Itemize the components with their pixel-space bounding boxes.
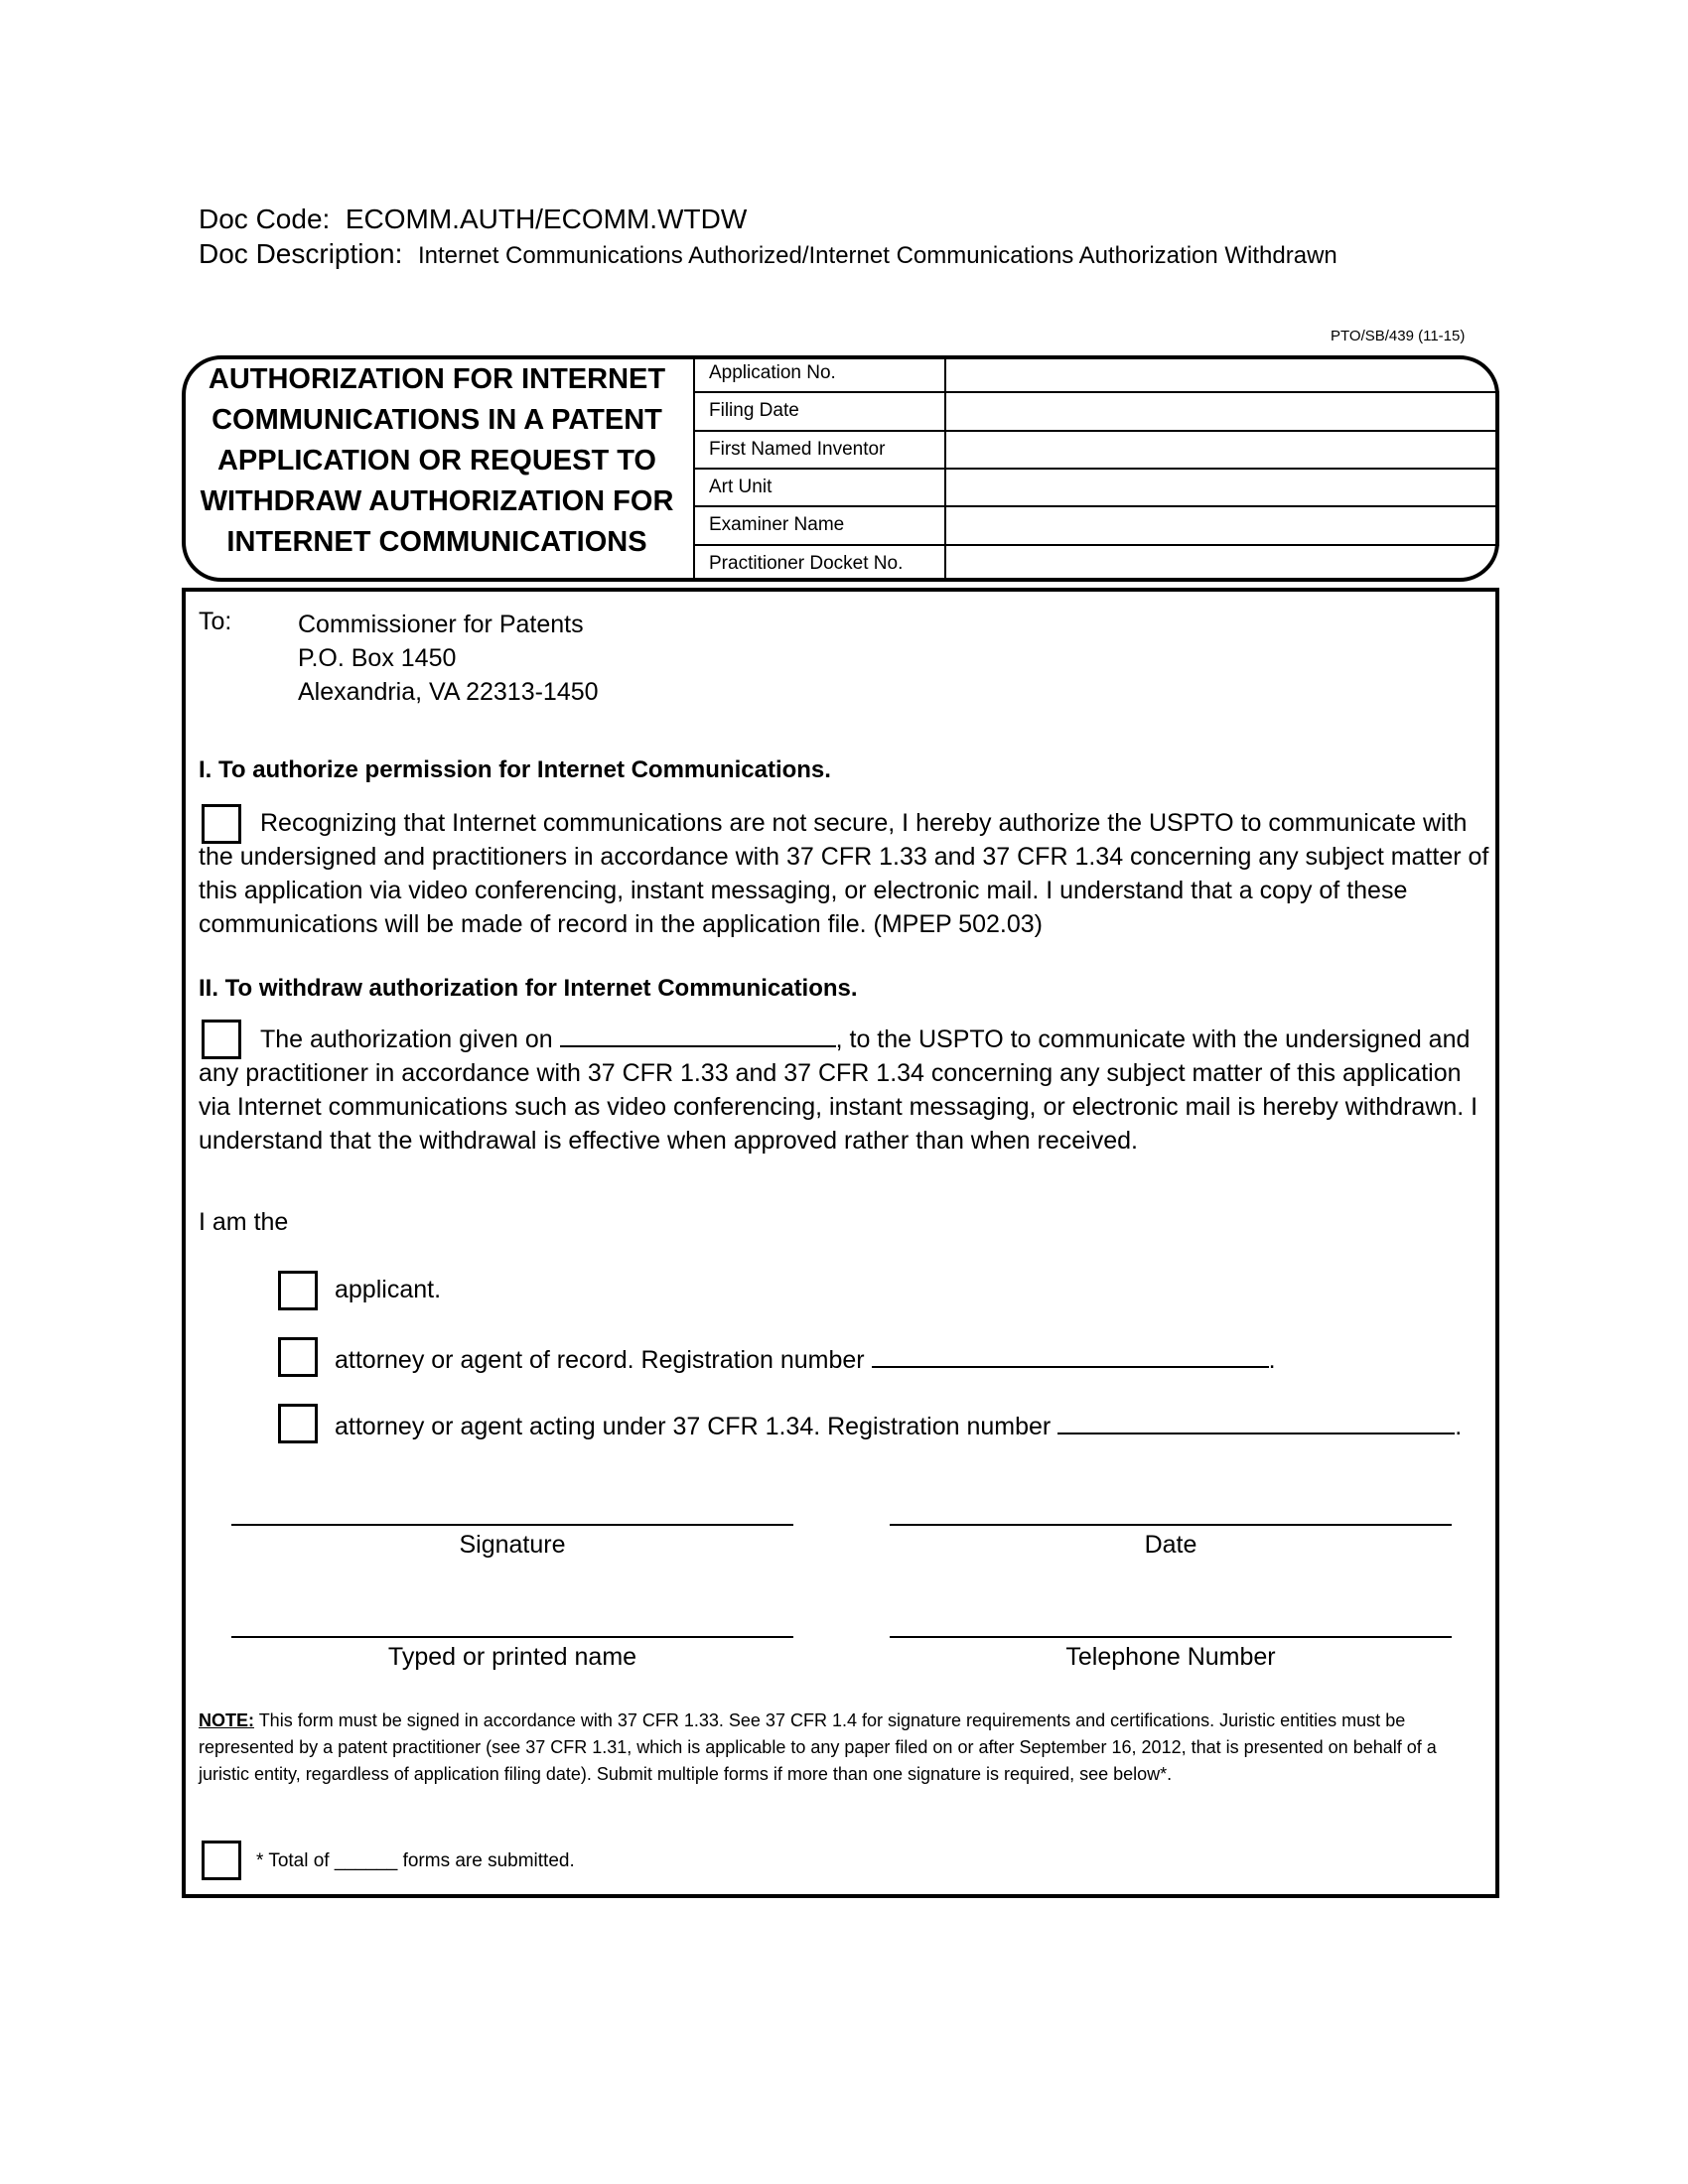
- examiner-name-label: Examiner Name: [694, 506, 945, 544]
- doc-code-value: ECOMM.AUTH/ECOMM.WTDW: [345, 204, 748, 234]
- total-forms-suffix: forms are submitted.: [402, 1850, 575, 1871]
- section-2-heading: II. To withdraw authorization for Internet Communications.: [199, 975, 858, 1002]
- first-named-inventor-label: First Named Inventor: [694, 431, 945, 469]
- attorney-of-record-checkbox[interactable]: [278, 1337, 318, 1377]
- date-field[interactable]: [890, 1524, 1452, 1526]
- attorney-of-record-row: [335, 1342, 1276, 1375]
- application-number-label: Application No.: [694, 355, 945, 392]
- form-title-line: APPLICATION OR REQUEST TO: [216, 445, 656, 477]
- doc-description-value: Internet Communications Authorized/Internet Communications Authorization Withdrawn: [417, 242, 1337, 269]
- total-forms-checkbox[interactable]: [202, 1841, 241, 1880]
- practitioner-docket-field[interactable]: [945, 545, 1499, 582]
- to-label: To:: [199, 608, 232, 635]
- note-paragraph: [199, 1707, 1479, 1788]
- note-heading: NOTE:: [199, 1710, 254, 1730]
- address-block: [298, 608, 599, 709]
- telephone-field[interactable]: [890, 1636, 1452, 1638]
- section-1-heading: I. To authorize permission for Internet Communications.: [199, 756, 831, 783]
- total-forms-count-field[interactable]: ______: [334, 1850, 398, 1871]
- applicant-label: applicant.: [335, 1276, 442, 1303]
- filing-date-label: Filing Date: [694, 392, 945, 430]
- form-body-box: [182, 588, 1499, 1898]
- attorney-acting-label: attorney or agent acting under 37 CFR 1.34. Registration number: [335, 1413, 1052, 1440]
- doc-code-label: Doc Code:: [199, 204, 331, 234]
- printed-name-field[interactable]: [231, 1636, 793, 1638]
- signature-field[interactable]: [231, 1524, 793, 1526]
- examiner-name-field[interactable]: [945, 506, 1499, 544]
- period: .: [1268, 1346, 1276, 1374]
- attorney-acting-row: [335, 1409, 1462, 1441]
- period: .: [1455, 1413, 1463, 1440]
- section-1-paragraph: [199, 806, 1489, 941]
- doc-description-label: Doc Description:: [199, 238, 403, 269]
- form-title-line: COMMUNICATIONS IN A PATENT: [211, 404, 662, 436]
- date-label: Date: [1144, 1531, 1197, 1559]
- filing-date-field[interactable]: [945, 392, 1499, 430]
- applicant-checkbox[interactable]: [278, 1271, 318, 1310]
- address-line: P.O. Box 1450: [298, 644, 457, 672]
- printed-name-label: Typed or printed name: [387, 1643, 637, 1671]
- i-am-the-label: I am the: [199, 1208, 289, 1236]
- acting-registration-number-field[interactable]: [1057, 1409, 1455, 1434]
- section-2-text-after: , to the USPTO to communicate with the undersigned and any practitioner in accordance with 37 CFR 1.33 and 37 CFR 1.34 concerning any subject matter of this application via Internet communications such as video conferencing, instant messaging, or electronic mail is hereby withdrawn. I understand that the withdrawal is effective when approved rather than when received.: [199, 1025, 1478, 1155]
- record-registration-number-field[interactable]: [872, 1342, 1269, 1368]
- form-title-line: INTERNET COMMUNICATIONS: [226, 526, 647, 558]
- address-line: Commissioner for Patents: [298, 611, 584, 638]
- attorney-of-record-label: attorney or agent of record. Registration number: [335, 1346, 865, 1374]
- form-number: PTO/SB/439 (11-15): [1331, 328, 1466, 344]
- form-title-line: WITHDRAW AUTHORIZATION FOR: [200, 485, 674, 517]
- art-unit-label: Art Unit: [694, 469, 945, 506]
- attorney-acting-checkbox[interactable]: [278, 1404, 318, 1443]
- note-text: This form must be signed in accordance with 37 CFR 1.33. See 37 CFR 1.4 for signature requirements and certifications. Juristic entities must be represented by a patent practitioner (see 37 CFR 1.31, which is applicable to any paper filed on or after September 16, 2012, that is presented on behalf of a juristic entity, regardless of application filing date). Submit multiple forms if more than one signature is required, see below*.: [199, 1710, 1437, 1784]
- section-2-paragraph: [199, 1022, 1489, 1158]
- application-info-table: [693, 355, 1499, 582]
- form-title: [189, 359, 685, 578]
- telephone-label: Telephone Number: [1065, 1643, 1276, 1671]
- authorization-date-field[interactable]: [560, 1022, 836, 1047]
- doc-description: [199, 238, 1337, 270]
- total-forms-row: [256, 1850, 575, 1872]
- first-named-inventor-field[interactable]: [945, 431, 1499, 469]
- doc-code: [199, 204, 747, 235]
- section-2-text-before: The authorization given on: [260, 1025, 553, 1053]
- application-number-field[interactable]: [945, 355, 1499, 392]
- section-1-text: Recognizing that Internet communications are not secure, I hereby authorize the USPTO to communicate with the undersigned and practitioners in accordance with 37 CFR 1.33 and 37 CFR 1.34 concerning any subject matter of this application via video conferencing, instant messaging, or electronic mail. I understand that a copy of these communications will be made of record in the application file. (MPEP 502.03): [199, 809, 1489, 938]
- address-line: Alexandria, VA 22313-1450: [298, 678, 599, 706]
- practitioner-docket-label: Practitioner Docket No.: [694, 545, 945, 582]
- signature-label: Signature: [459, 1531, 566, 1559]
- art-unit-field[interactable]: [945, 469, 1499, 506]
- total-forms-prefix: * Total of: [256, 1850, 330, 1871]
- form-title-line: AUTHORIZATION FOR INTERNET: [208, 363, 666, 395]
